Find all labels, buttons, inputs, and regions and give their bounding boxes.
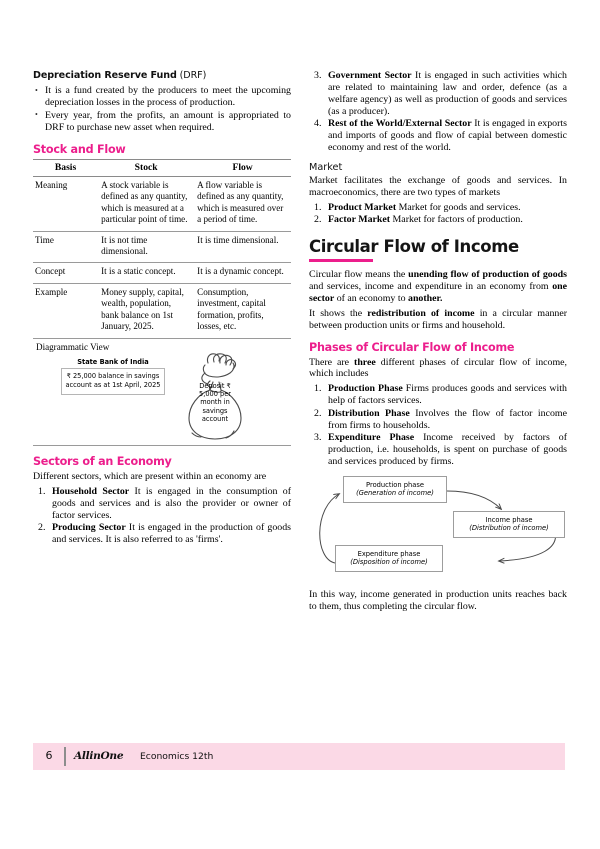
- table-row: [33, 177, 291, 232]
- sector-title-rest-of-world: Rest of the World/External Sector: [328, 118, 472, 130]
- column-header-stock: Stock: [98, 159, 194, 176]
- phase-text-distribution: Involves the flow of factor income from firms to households.: [328, 407, 567, 431]
- heading-market: Market: [309, 161, 343, 173]
- cell-stock: It is not time dimensional.: [98, 231, 194, 263]
- heading-phases-of-circular-flow: Phases of Circular Flow of Income: [309, 340, 515, 354]
- column-header-flow: Flow: [194, 159, 291, 176]
- cell-basis: Meaning: [33, 177, 98, 232]
- sector-text-producing: It is engaged in the production of goods and services. It is also referred to as 'firms'.: [52, 522, 291, 545]
- flow-box-income-title: Income phase: [485, 515, 533, 524]
- table-body: [33, 177, 291, 446]
- circular-flow-closing: In this way, income generated in production units reaches back to them, thus completing the circular flow.: [309, 588, 567, 612]
- phases-list: [309, 383, 567, 467]
- drf-bullet-list: [33, 85, 291, 134]
- sack-deposit-text: Deposit ₹ 5,000 per month in savings account: [199, 381, 231, 423]
- list-item: [33, 486, 291, 522]
- cell-basis: Concept: [33, 263, 98, 283]
- left-column: [33, 70, 291, 615]
- table-row-diagrammatic-view: [33, 338, 291, 445]
- flow-box-production-subtitle: (Generation of income): [356, 489, 434, 498]
- bank-name-label: State Bank of India: [77, 357, 149, 366]
- flow-box-production-title: Production phase: [366, 480, 424, 489]
- cell-flow: Consumption, investment, capital formation, profits, losses, etc.: [194, 283, 291, 338]
- drf-bullet-text-1: It is a fund created by the producers to meet the upcoming depreciation losses in the process of production.: [45, 85, 291, 108]
- sector-title-government: Government Sector: [328, 70, 412, 81]
- flow-box-expenditure-subtitle: (Disposition of income): [350, 558, 428, 567]
- table-row: [33, 231, 291, 263]
- list-item: [309, 432, 567, 468]
- sector-text-rest-of-world: It is engaged in exports and imports of goods and flow of capial between domestic economy and rest of the world.: [328, 118, 567, 153]
- list-item: [309, 214, 567, 226]
- cell-flow: It is time dimensional.: [194, 231, 291, 263]
- cell-flow: It is a dynamic concept.: [194, 263, 291, 283]
- flow-box-income-phase: [453, 511, 565, 539]
- right-column: [309, 70, 567, 615]
- sectors-list: [33, 486, 291, 546]
- market-title-factor: Factor Market: [328, 214, 391, 226]
- phase-text-production: Firms produces goods and services with help of factors services.: [328, 383, 567, 407]
- list-item: [33, 85, 291, 109]
- table-header-row: [33, 159, 291, 176]
- heading-circular-flow-of-income: Circular Flow of Income: [309, 236, 519, 256]
- footer-brand-logo: AllinOne: [74, 750, 124, 762]
- list-item: [309, 70, 567, 118]
- heading-sectors-of-an-economy: Sectors of an Economy: [33, 454, 172, 468]
- list-item: [33, 522, 291, 546]
- two-column-body: [33, 70, 567, 615]
- bank-illustration: [36, 355, 285, 441]
- table-row: [33, 283, 291, 338]
- heading-drf-bold: Depreciation Reserve Fund: [33, 70, 177, 81]
- list-item: [309, 118, 567, 154]
- diagram-row-label: Diagrammatic View: [36, 341, 110, 352]
- flow-box-income-subtitle: (Distribution of income): [469, 524, 549, 533]
- market-title-product: Product Market: [328, 201, 397, 213]
- heading-depreciation-reserve-fund: [33, 70, 291, 81]
- cell-basis: Time: [33, 231, 98, 263]
- flow-box-expenditure-title: Expenditure phase: [357, 549, 421, 558]
- heading-accent-rule: [309, 259, 373, 262]
- table-head: [33, 159, 291, 176]
- cell-basis: Example: [33, 283, 98, 338]
- market-intro: Market facilitates the exchange of goods and services. In macroeconomics, there are two types of markets: [309, 174, 567, 198]
- sector-title-household: Household Sector: [52, 485, 130, 497]
- cell-stock: A stock variable is defined as any quantity, which is measured at a particular point of time.: [98, 177, 194, 232]
- stock-and-flow-table: [33, 159, 291, 446]
- sectors-list-continued: [309, 70, 567, 154]
- column-header-basis: Basis: [33, 159, 98, 176]
- cell-stock: It is a static concept.: [98, 263, 194, 283]
- cell-stock: Money supply, capital, wealth, population, bank balance on 1st January, 2025.: [98, 283, 194, 338]
- sectors-intro: Different sectors, which are present within an economy are: [33, 470, 267, 482]
- flow-box-production-phase: [343, 476, 447, 504]
- table-row: [33, 263, 291, 283]
- phase-text-expenditure: Income received by factors of production, i.e. households, is spent on purchase of goods and services produced by firms.: [328, 431, 567, 467]
- heading-drf-light: (DRF): [176, 70, 207, 81]
- market-list: [309, 202, 567, 226]
- phases-intro: There are three different phases of circular flow of income, which includes: [309, 356, 567, 380]
- list-item: [33, 110, 291, 134]
- page-footer: [33, 743, 565, 770]
- cell-diagrammatic-view: [33, 338, 291, 445]
- phase-title-production: Production Phase: [328, 383, 403, 395]
- cell-flow: A flow variable is defined as any quantity, which is measured over a period of time.: [194, 177, 291, 232]
- list-item: [309, 202, 567, 214]
- sector-text-household: It is engaged in the consumption of goods and services and is also the provider or owner of factor services.: [52, 485, 291, 521]
- page-number: 6: [45, 749, 53, 762]
- list-item: [309, 408, 567, 432]
- list-item: [309, 383, 567, 407]
- sector-title-producing: Producing Sector: [52, 522, 126, 534]
- footer-divider: [64, 747, 66, 766]
- phase-title-expenditure: Expenditure Phase: [328, 431, 415, 443]
- bank-balance-box: ₹ 25,000 balance in savings account as at 1st April, 2025: [61, 368, 165, 395]
- circular-flow-para-1: Circular flow means the unending flow of production of goods and services, income and expenditure in an economy from one sector of an economy to another.: [309, 268, 567, 304]
- footer-book-title: Economics 12th: [140, 751, 214, 762]
- market-text-product: Market for goods and services.: [396, 201, 521, 213]
- circular-flow-diagram: [309, 475, 567, 583]
- phase-title-distribution: Distribution Phase: [328, 407, 410, 419]
- heading-stock-and-flow: Stock and Flow: [33, 142, 126, 156]
- sector-text-government: It is engaged in such activities which are related to maintaining law and order, defence (as a welfare agency) as well as production of goods and services (as a producer).: [328, 70, 567, 117]
- flow-box-expenditure-phase: [335, 545, 443, 573]
- circular-flow-para-2: It shows the redistribution of income in a circular manner between production units or firms and household.: [309, 307, 568, 331]
- market-text-factor: Market for factors of production.: [390, 214, 523, 226]
- drf-bullet-text-2: Every year, from the profits, an amount is appropriated to DRF to purchase new asset when required.: [45, 109, 291, 133]
